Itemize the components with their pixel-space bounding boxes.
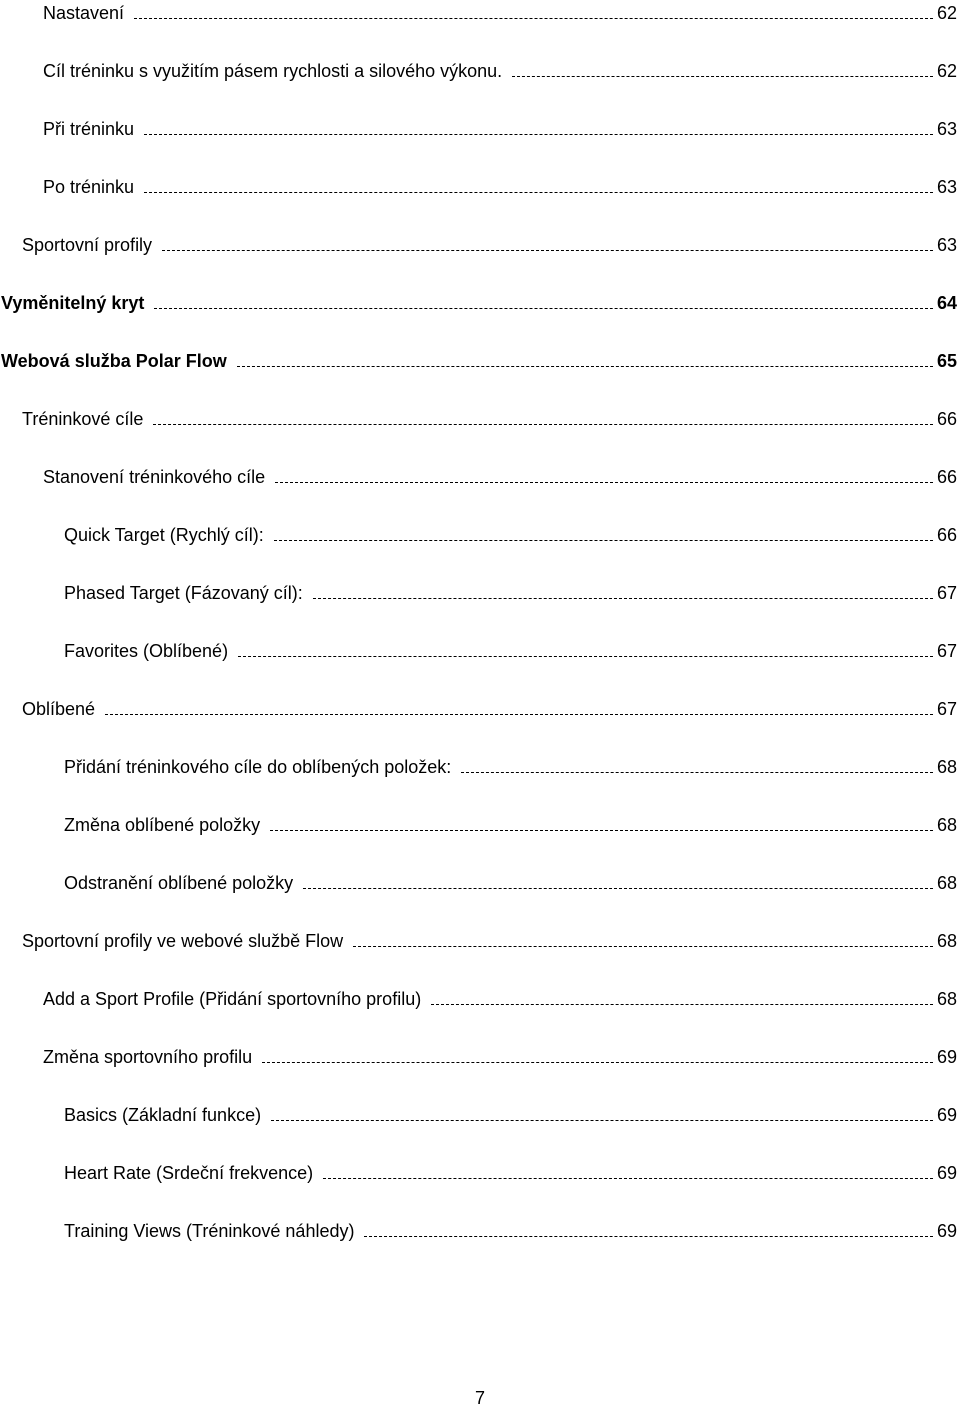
toc-entry-label: Quick Target (Rychlý cíl): xyxy=(64,525,264,545)
toc-entry[interactable] xyxy=(43,174,957,198)
toc-entry-label: Tréninkové cíle xyxy=(22,409,144,429)
dot-leader xyxy=(238,656,933,657)
toc-entry[interactable] xyxy=(43,986,957,1010)
toc-entry-label: Add a Sport Profile (Přidání sportovního profilu) xyxy=(43,989,422,1009)
toc-entry[interactable] xyxy=(64,812,957,836)
toc-entry-label: Změna oblíbené položky xyxy=(64,815,261,835)
toc-entry-page: 62 xyxy=(936,61,957,81)
toc-entry[interactable] xyxy=(64,1218,957,1242)
toc-entry-page: 68 xyxy=(936,989,957,1009)
toc-entry[interactable] xyxy=(64,638,957,662)
page-number: 7 xyxy=(474,1388,485,1408)
toc-chapter[interactable] xyxy=(1,290,957,314)
toc-entry-label: Basics (Základní funkce) xyxy=(64,1105,262,1125)
toc-entry-label: Cíl tréninku s využitím pásem rychlosti a silového výkonu. xyxy=(43,61,503,81)
dot-leader xyxy=(364,1236,932,1237)
toc-entry-page: 63 xyxy=(936,235,957,255)
toc-entry-page: 66 xyxy=(936,467,957,487)
toc-entry-page: 62 xyxy=(936,3,957,23)
toc-entry[interactable] xyxy=(43,1044,957,1068)
dot-leader xyxy=(313,598,933,599)
toc-entry-page: 65 xyxy=(936,351,957,371)
dot-leader xyxy=(271,1120,933,1121)
dot-leader xyxy=(323,1178,933,1179)
dot-leader xyxy=(275,482,933,483)
dot-leader xyxy=(303,888,933,889)
toc-entry[interactable] xyxy=(64,580,957,604)
toc-entry-page: 68 xyxy=(936,873,957,893)
toc-entry[interactable] xyxy=(64,1102,957,1126)
dot-leader xyxy=(154,308,933,309)
toc-entry-page: 67 xyxy=(936,583,957,603)
toc-entry-page: 67 xyxy=(936,641,957,661)
toc-entry[interactable] xyxy=(22,928,957,952)
toc-entry-page: 66 xyxy=(936,409,957,429)
toc-entry-page: 69 xyxy=(936,1221,957,1241)
toc-entry-label: Favorites (Oblíbené) xyxy=(64,641,229,661)
toc-entry-page: 64 xyxy=(936,293,957,313)
toc-entry-page: 66 xyxy=(936,525,957,545)
toc-entry-page: 63 xyxy=(936,177,957,197)
toc-entry-label: Stanovení tréninkového cíle xyxy=(43,467,266,487)
dot-leader xyxy=(144,192,933,193)
toc-entry-label: Přidání tréninkového cíle do oblíbených položek: xyxy=(64,757,452,777)
toc-entry[interactable] xyxy=(22,232,957,256)
toc-entry-page: 69 xyxy=(936,1163,957,1183)
toc-entry-label: Nastavení xyxy=(43,3,125,23)
dot-leader xyxy=(270,830,933,831)
dot-leader xyxy=(162,250,933,251)
toc-entry[interactable] xyxy=(43,0,957,24)
toc-entry[interactable] xyxy=(64,522,957,546)
toc-entry-page: 69 xyxy=(936,1047,957,1067)
dot-leader xyxy=(353,946,933,947)
toc-entry[interactable] xyxy=(64,870,957,894)
toc-entry-label: Training Views (Tréninkové náhledy) xyxy=(64,1221,355,1241)
toc-entry-label: Sportovní profily xyxy=(22,235,153,255)
toc-entry-label: Po tréninku xyxy=(43,177,135,197)
toc-entry-page: 68 xyxy=(936,931,957,951)
dot-leader xyxy=(262,1062,933,1063)
toc-entry-label: Heart Rate (Srdeční frekvence) xyxy=(64,1163,314,1183)
toc-entry-page: 68 xyxy=(936,757,957,777)
dot-leader xyxy=(144,134,933,135)
toc-entry[interactable] xyxy=(43,58,957,82)
toc-entry-page: 69 xyxy=(936,1105,957,1125)
dot-leader xyxy=(431,1004,933,1005)
dot-leader xyxy=(105,714,933,715)
toc-entry-label: Vyměnitelný kryt xyxy=(1,293,145,313)
toc-entry-label: Webová služba Polar Flow xyxy=(1,351,227,371)
toc-entry-label: Phased Target (Fázovaný cíl): xyxy=(64,583,303,603)
toc-entry-page: 67 xyxy=(936,699,957,719)
toc-entry[interactable] xyxy=(22,696,957,720)
toc-entry[interactable] xyxy=(43,464,957,488)
toc-entry[interactable] xyxy=(43,116,957,140)
dot-leader xyxy=(237,366,933,367)
toc-entry-label: Změna sportovního profilu xyxy=(43,1047,253,1067)
toc-entry[interactable] xyxy=(64,1160,957,1184)
dot-leader xyxy=(512,76,933,77)
toc-entry[interactable] xyxy=(22,406,957,430)
toc-entry[interactable] xyxy=(64,754,957,778)
toc-entry-page: 68 xyxy=(936,815,957,835)
dot-leader xyxy=(134,18,933,19)
toc-entry-label: Při tréninku xyxy=(43,119,135,139)
dot-leader xyxy=(461,772,933,773)
toc-entry-label: Odstranění oblíbené položky xyxy=(64,873,294,893)
toc-entry-page: 63 xyxy=(936,119,957,139)
toc-entry-label: Oblíbené xyxy=(22,699,96,719)
dot-leader xyxy=(274,540,933,541)
toc-chapter[interactable] xyxy=(1,348,957,372)
toc-entry-label: Sportovní profily ve webové službě Flow xyxy=(22,931,344,951)
dot-leader xyxy=(153,424,933,425)
